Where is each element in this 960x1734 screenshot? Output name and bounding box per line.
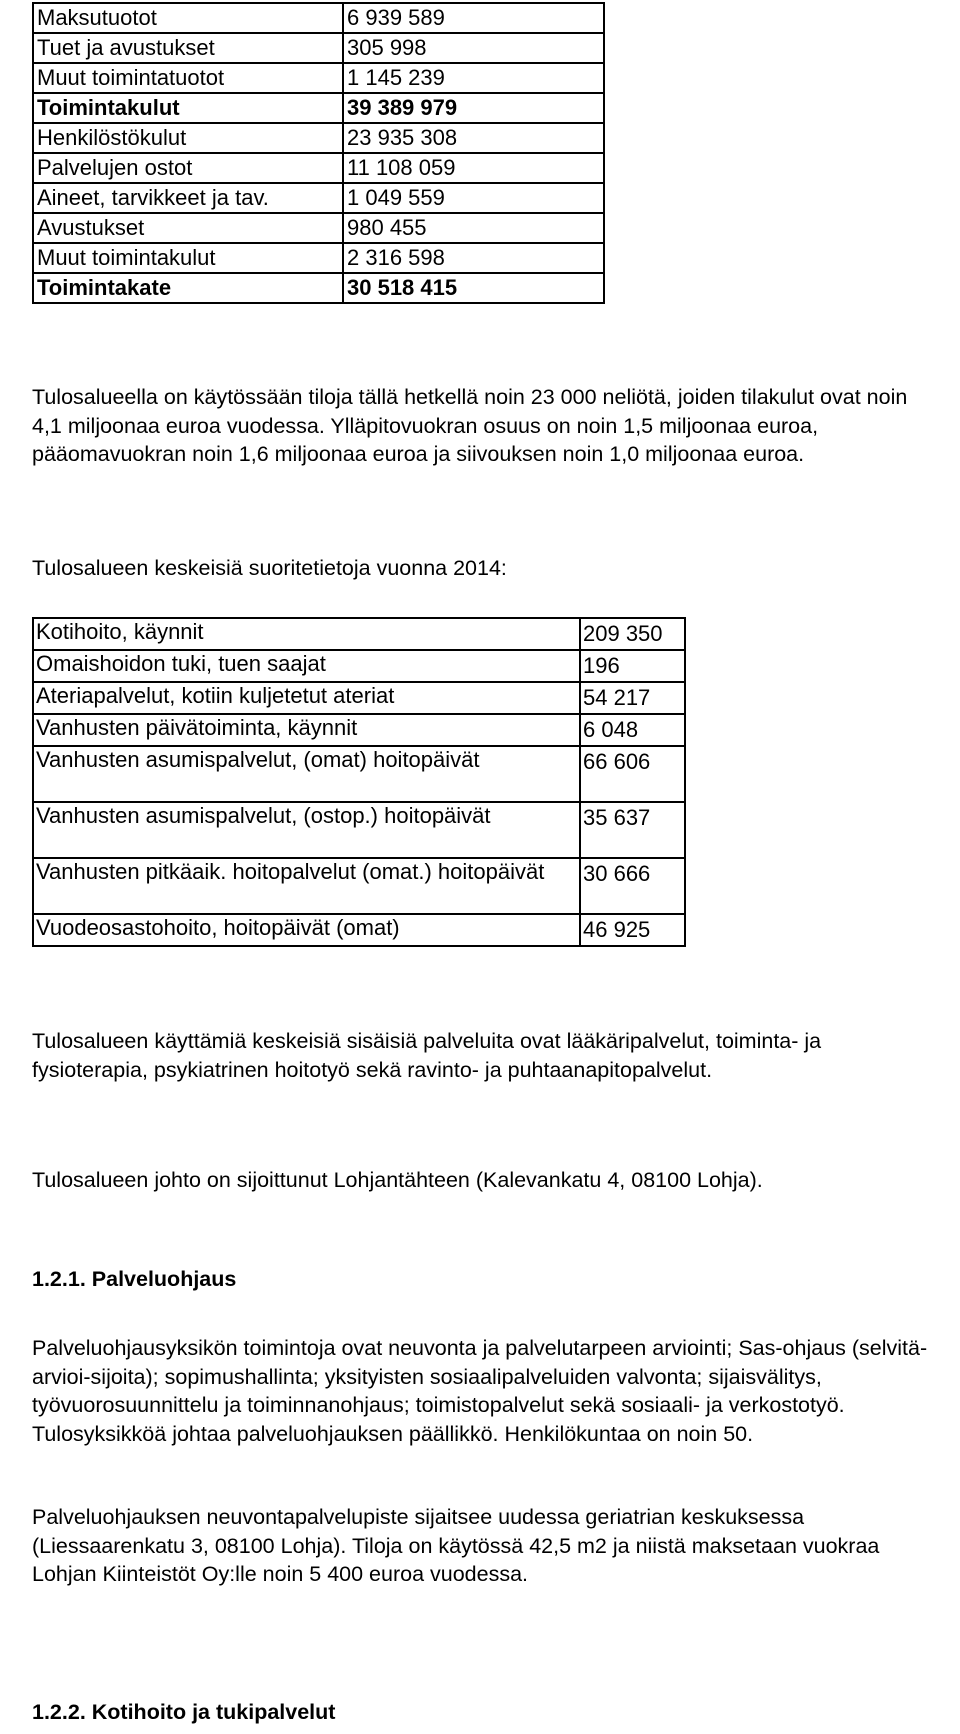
row-value: 209 350: [580, 618, 685, 650]
table-row: [33, 858, 685, 914]
palveluohjaus-paragraph-2: Palveluohjauksen neuvontapalvelupiste sijaitsee uudessa geriatrian keskuksessa (Liessaarenkatu 3, 08100 Lohja). Tiloja on käytössä 42,5 m2 ja niistä maksetaan vuokraa Lohjan Kiinteistöt Oy:lle noin 5 400 euroa vuodessa.: [32, 1505, 880, 1586]
row-label: Vanhusten asumispalvelut, (omat) hoitopäivät: [33, 746, 580, 802]
row-value: 23 935 308: [343, 123, 604, 153]
palveluohjaus-paragraph-1: Palveluohjausyksikön toimintoja ovat neuvonta ja palvelutarpeen arviointi; Sas-ohjaus (selvitä-arvioi-sijoita); sopimushallinta; yksityisten sosiaalipalveluiden valvonta; sijaisvälitys, työvuorosuunnittelu ja toiminnanohjaus; toimistopalvelut sekä sosiaali- ja verkostotyö. Tulosyksikköä johtaa palveluohjauksen päällikkö. Henkilökuntaa on noin 50.: [32, 1336, 928, 1446]
row-label: Muut toimintatuotot: [33, 63, 343, 93]
row-value: 980 455: [343, 213, 604, 243]
row-value: 1 049 559: [343, 183, 604, 213]
table-row: [33, 650, 685, 682]
row-label: Ateriapalvelut, kotiin kuljetetut ateriat: [33, 682, 580, 714]
row-label: Toimintakulut: [33, 93, 343, 123]
table-row: [33, 153, 604, 183]
table-row: [33, 183, 604, 213]
row-value: 6 939 589: [343, 3, 604, 33]
row-label: Tuet ja avustukset: [33, 33, 343, 63]
row-label: Muut toimintakulut: [33, 243, 343, 273]
performance-table: [32, 617, 686, 947]
table-row: [33, 618, 685, 650]
table-row: [33, 93, 604, 123]
section-heading-palveluohjaus: 1.2.1. Palveluohjaus: [32, 1267, 237, 1291]
row-value: 30 518 415: [343, 273, 604, 303]
row-label: Avustukset: [33, 213, 343, 243]
row-label: Kotihoito, käynnit: [33, 618, 580, 650]
table-row: [33, 123, 604, 153]
row-value: 35 637: [580, 802, 685, 858]
table-row: [33, 3, 604, 33]
row-label: Vanhusten asumispalvelut, (ostop.) hoitopäivät: [33, 802, 580, 858]
row-label: Maksutuotot: [33, 3, 343, 33]
table-row: [33, 63, 604, 93]
row-value: 1 145 239: [343, 63, 604, 93]
row-label: Toimintakate: [33, 273, 343, 303]
row-value: 30 666: [580, 858, 685, 914]
finance-table: [32, 2, 605, 304]
table-row: [33, 213, 604, 243]
table-row: [33, 682, 685, 714]
row-value: 46 925: [580, 914, 685, 946]
row-label: Aineet, tarvikkeet ja tav.: [33, 183, 343, 213]
internal-services-paragraph: Tulosalueen käyttämiä keskeisiä sisäisiä palveluita ovat lääkäripalvelut, toiminta- ja fysioterapia, psykiatrinen hoitotyö sekä ravinto- ja puhtaanapitopalvelut.: [32, 1029, 822, 1082]
section-heading-kotihoito: 1.2.2. Kotihoito ja tukipalvelut: [32, 1700, 336, 1724]
row-value: 11 108 059: [343, 153, 604, 183]
key-figures-intro: Tulosalueen keskeisiä suoritetietoja vuonna 2014:: [32, 556, 507, 580]
row-label: Palvelujen ostot: [33, 153, 343, 183]
table-row: [33, 33, 604, 63]
row-label: Vanhusten päivätoiminta, käynnit: [33, 714, 580, 746]
table-row: [33, 243, 604, 273]
table-row: [33, 914, 685, 946]
table-row: [33, 714, 685, 746]
premises-paragraph: Tulosalueella on käytössään tiloja tällä hetkellä noin 23 000 neliötä, joiden tilakulut ovat noin 4,1 miljoonaa euroa vuodessa. Ylläpitovuokran osuus on noin 1,5 miljoonaa euroa, pääomavuokran noin 1,6 miljoonaa euroa ja siivouksen noin 1,0 miljoonaa euroa.: [32, 385, 908, 466]
row-label: Vanhusten pitkäaik. hoitopalvelut (omat.) hoitopäivät: [33, 858, 580, 914]
row-value: 2 316 598: [343, 243, 604, 273]
table-row: [33, 273, 604, 303]
row-value: 54 217: [580, 682, 685, 714]
row-label: Omaishoidon tuki, tuen saajat: [33, 650, 580, 682]
row-value: 66 606: [580, 746, 685, 802]
row-value: 6 048: [580, 714, 685, 746]
row-value: 39 389 979: [343, 93, 604, 123]
row-label: Vuodeosastohoito, hoitopäivät (omat): [33, 914, 580, 946]
row-label: Henkilöstökulut: [33, 123, 343, 153]
management-paragraph: Tulosalueen johto on sijoittunut Lohjantähteen (Kalevankatu 4, 08100 Lohja).: [32, 1168, 763, 1192]
table-row: [33, 746, 685, 802]
row-value: 305 998: [343, 33, 604, 63]
table-row: [33, 802, 685, 858]
row-value: 196: [580, 650, 685, 682]
